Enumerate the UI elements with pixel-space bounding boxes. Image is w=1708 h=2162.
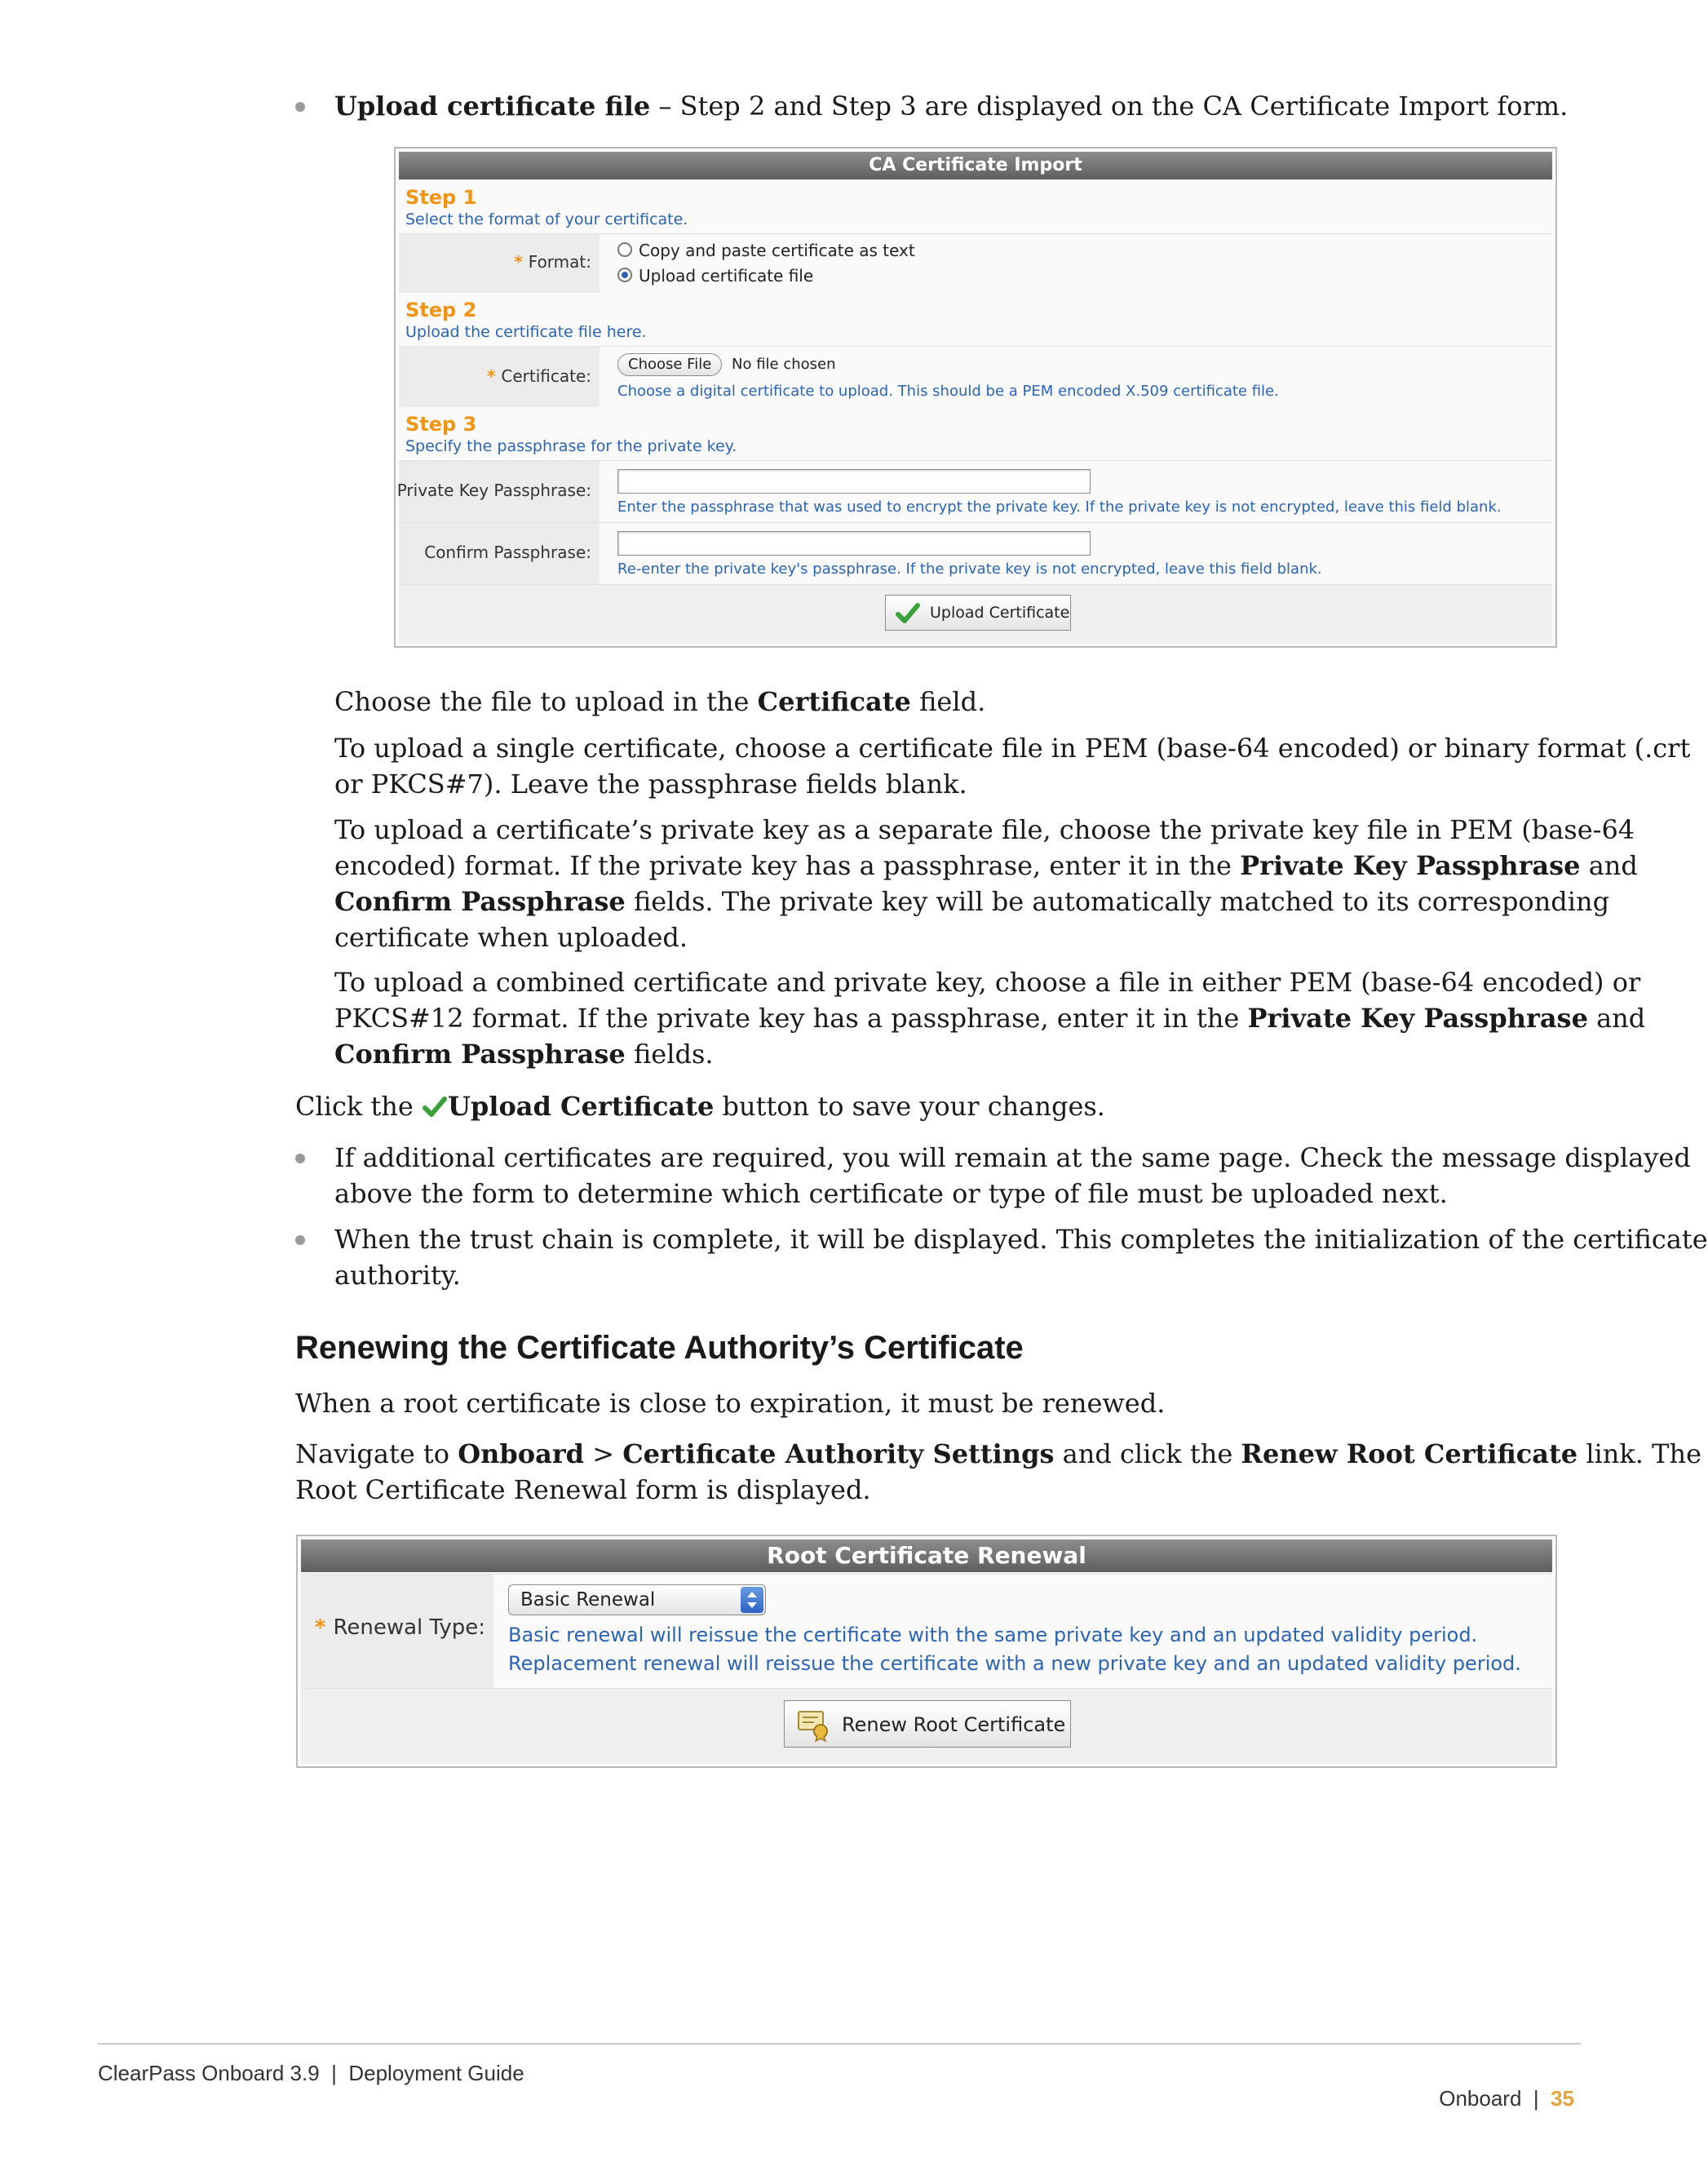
form-actions-row [399,584,1552,644]
page-number: 35 [1551,2086,1574,2111]
format-label: * Format: [514,252,591,272]
form-actions-row [301,1688,1552,1764]
format-option-text: Copy and paste certificate as text [639,241,915,260]
select-arrows-icon [741,1587,763,1613]
checkmark-icon [896,603,920,624]
bullet-trust-chain: When the trust chain is complete, it will be displayed. This completes the initialization of the certificate authority. [334,1224,1708,1291]
intro-bullet-text: Upload certificate file – Step 2 and Step 3 are displayed on the CA Certificate Import form. [334,91,1569,122]
confirm-passphrase-row [399,522,1552,585]
certificate-row [399,346,1552,407]
renewal-hint-basic: Basic renewal will reissue the certificate with the same private key and an updated validity period. [508,1624,1478,1646]
section-paragraph-expiration: When a root certificate is close to expiration, it must be renewed. [295,1388,1166,1419]
format-radio-text[interactable] [617,242,632,257]
section-paragraph-navigate: Navigate to Onboard > Certificate Authority Settings and click the Renew Root Certificate link. The Root Certificate Renewal form is displayed. [295,1438,1702,1505]
renew-root-certificate-label: Renew Root Certificate [842,1713,1066,1736]
checkmark-icon [422,1096,448,1119]
paragraph-single-certificate: To upload a single certificate, choose a certificate file in PEM (base-64 encoded) or binary format (.crt or PKCS#7). Leave the passphrase fields blank. [334,733,1691,800]
footer-section: Onboard [1439,2086,1522,2111]
panel-title: CA Certificate Import [399,152,1552,179]
footer-left: ClearPass Onboard 3.9 | Deployment Guide [98,2061,524,2085]
bullet-additional-certificates: If additional certificates are required, you will remain at the same page. Check the message displayed above the form to determine which certificate or type of file must be uploaded next. [334,1142,1691,1209]
step1-desc: Select the format of your certificate. [405,210,688,228]
panel-title: Root Certificate Renewal [301,1540,1552,1572]
step3-desc: Specify the passphrase for the private key. [405,437,737,455]
ca-certificate-import-form [394,147,1557,648]
confirm-passphrase-label: Confirm Passphrase: [424,543,591,562]
bullet-dot [295,1154,305,1163]
confirm-passphrase-hint: Re-enter the private key's passphrase. If the private key is not encrypted, leave this field blank. [617,560,1322,578]
private-key-passphrase-row [396,460,1552,523]
renew-root-certificate-button[interactable] [784,1700,1071,1748]
certificate-hint: Choose a digital certificate to upload. This should be a PEM encoded X.509 certificate file. [617,383,1279,400]
section-heading: Renewing the Certificate Authority’s Certificate [295,1330,1024,1366]
paragraph-private-key: To upload a certificate’s private key as a separate file, choose the private key file in PEM (base-64 encoded) format. If the private key has a passphrase, enter it in the Private Key Passphrase and Confirm Passphrase fields. The private key will be automatically matched to its corresponding certificate when uploaded. [334,814,1638,953]
root-certificate-renewal-form [296,1535,1557,1768]
confirm-passphrase-input[interactable] [617,531,1091,556]
renewal-type-select[interactable] [508,1584,766,1615]
bullet-dot [295,1235,305,1245]
renewal-type-label: * Renewal Type: [314,1615,485,1640]
private-key-passphrase-input[interactable] [617,469,1091,494]
certificate-label: * Certificate: [486,366,591,386]
upload-certificate-label: Upload Certificate [930,604,1070,622]
footer-right [1427,2061,1574,2111]
step2-title: Step 2 [405,299,477,321]
choose-file-button[interactable]: Choose File [617,353,722,376]
format-radio-upload[interactable] [617,268,632,282]
renewal-type-row [301,1574,1552,1689]
format-option-upload: Upload certificate file [639,266,814,286]
footer-rule [98,2043,1581,2045]
step1-title-text: Step 1 [405,186,477,209]
footer-separator: | [1533,2086,1539,2111]
step2-desc: Upload the certificate file here. [405,323,647,341]
bullet-dot [295,102,305,112]
paragraph-combined: To upload a combined certificate and private key, choose a file in either PEM (base-64 encoded) or PKCS#12 format. If the private key has a passphrase, enter it in the Private Key Passphrase and Confirm Passphrase fields. [334,967,1646,1070]
renewal-type-selected: Basic Renewal [520,1589,656,1610]
renewal-hint-replacement: Replacement renewal will reissue the certificate with a new private key and an updated validity period. [508,1652,1521,1675]
certificate-icon [796,1708,832,1741]
paragraph-click-upload: Click the Upload Certificate button to save your changes. [295,1091,1105,1122]
paragraph-choose-file: Choose the file to upload in the Certificate field. [334,686,986,717]
private-key-passphrase-hint: Enter the passphrase that was used to encrypt the private key. If the private key is not encrypted, leave this field blank. [617,498,1502,516]
upload-certificate-button[interactable] [885,595,1071,631]
format-row [399,233,1552,293]
private-key-passphrase-label: Private Key Passphrase: [396,481,591,500]
step3-title: Step 3 [405,413,477,436]
no-file-chosen-text: No file chosen [732,356,836,373]
